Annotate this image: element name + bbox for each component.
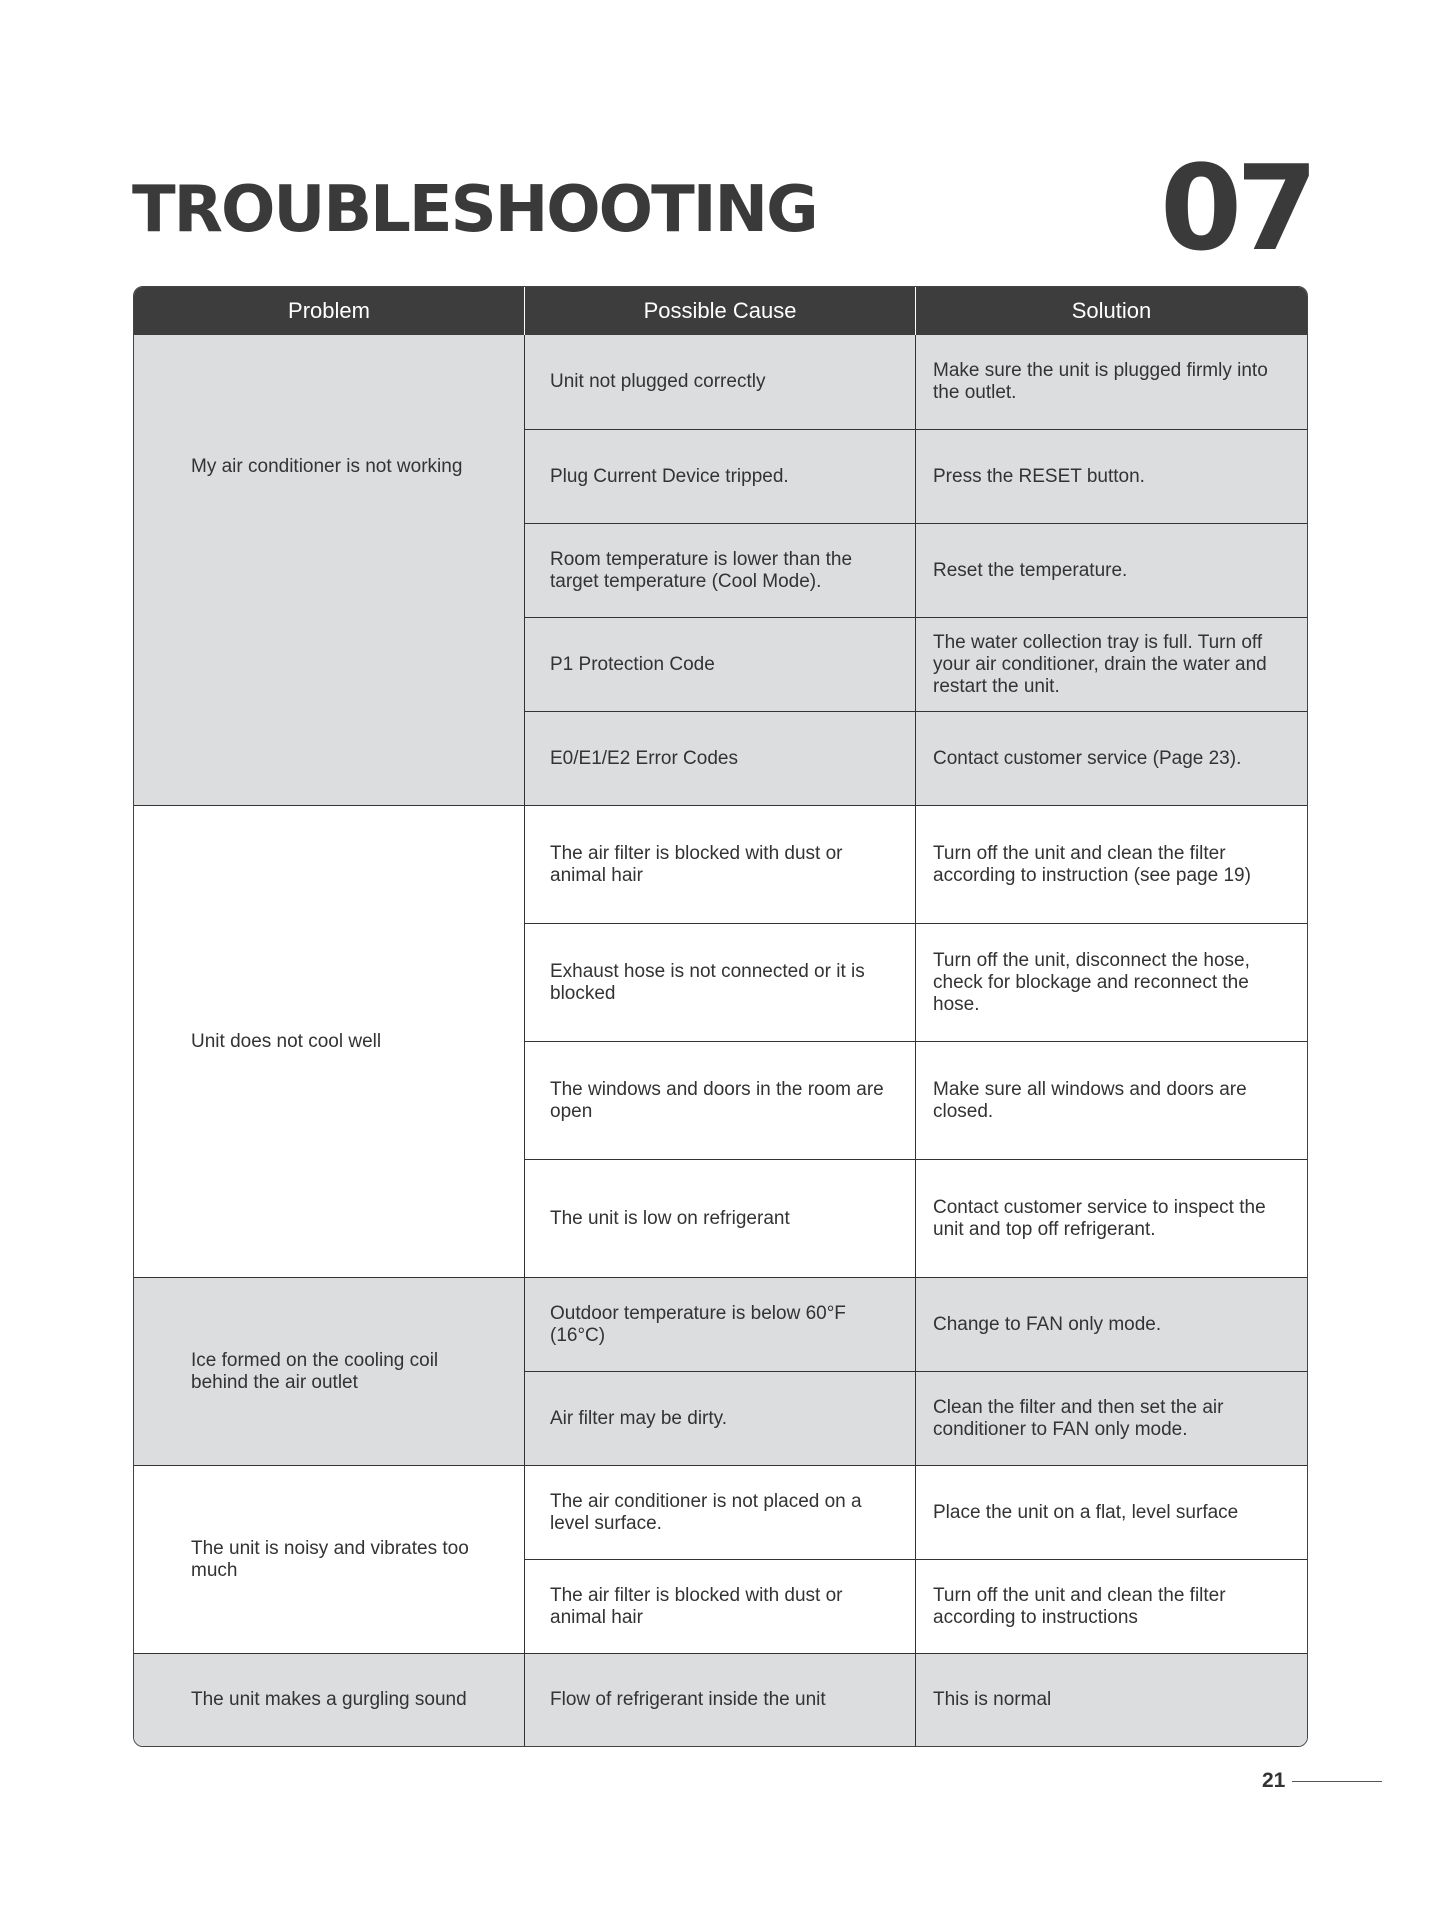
cause-cell: Outdoor temperature is below 60°F (16°C) <box>524 1277 915 1371</box>
table-header-row <box>134 287 1307 335</box>
table-row <box>134 1653 1307 1746</box>
solution-cell: Change to FAN only mode. <box>915 1277 1307 1371</box>
column-header-cause: Possible Cause <box>524 287 915 335</box>
problem-text: Ice formed on the cooling coil behind the air outlet <box>191 1349 439 1393</box>
troubleshooting-table <box>133 286 1308 1747</box>
problem-text: The unit is noisy and vibrates too much <box>191 1537 469 1581</box>
cause-cell: The air filter is blocked with dust or animal hair <box>524 1559 915 1653</box>
problem-cell <box>134 1653 524 1746</box>
cause-cell: Air filter may be dirty. <box>524 1371 915 1465</box>
table-row <box>134 1465 1307 1559</box>
problem-text: The unit makes a gurgling sound <box>191 1689 467 1710</box>
problem-cell <box>134 805 524 1277</box>
cause-cell: Room temperature is lower than the target temperature (Cool Mode). <box>524 523 915 617</box>
page-title: TROUBLESHOOTING <box>132 173 817 247</box>
solution-cell: Contact customer service (Page 23). <box>915 711 1307 805</box>
column-header-solution: Solution <box>915 287 1307 335</box>
cause-cell: Flow of refrigerant inside the unit <box>524 1653 915 1746</box>
chapter-number: 07 <box>1160 139 1313 277</box>
problem-cell <box>134 1277 524 1465</box>
problem-text: Unit does not cool well <box>191 1030 382 1052</box>
cause-cell: Unit not plugged correctly <box>524 335 915 429</box>
problem-cell <box>134 335 524 805</box>
problem-cell <box>134 1465 524 1653</box>
solution-cell: Contact customer service to inspect the unit and top off refrigerant. <box>915 1159 1307 1277</box>
cause-cell: P1 Protection Code <box>524 617 915 711</box>
solution-cell: The water collection tray is full. Turn off your air conditioner, drain the water and restart the unit. <box>915 617 1307 711</box>
cause-cell: Plug Current Device tripped. <box>524 429 915 523</box>
cause-cell: Exhaust hose is not connected or it is blocked <box>524 923 915 1041</box>
page-number: 21 <box>1262 1769 1286 1792</box>
page-number-rule <box>1292 1781 1382 1782</box>
solution-cell: Turn off the unit, disconnect the hose, check for blockage and reconnect the hose. <box>915 923 1307 1041</box>
cause-cell: The air filter is blocked with dust or animal hair <box>524 805 915 923</box>
solution-cell: Make sure the unit is plugged firmly into the outlet. <box>915 335 1307 429</box>
table-row <box>134 1277 1307 1371</box>
cause-cell: The windows and doors in the room are open <box>524 1041 915 1159</box>
solution-cell: Place the unit on a flat, level surface <box>915 1465 1307 1559</box>
solution-cell: Turn off the unit and clean the filter according to instruction (see page 19) <box>915 805 1307 923</box>
solution-cell: This is normal <box>915 1653 1307 1746</box>
problem-text: My air conditioner is not working <box>191 456 463 477</box>
column-header-problem: Problem <box>134 287 524 335</box>
solution-cell: Reset the temperature. <box>915 523 1307 617</box>
cause-cell: The air conditioner is not placed on a level surface. <box>524 1465 915 1559</box>
solution-cell: Turn off the unit and clean the filter according to instructions <box>915 1559 1307 1653</box>
solution-cell: Press the RESET button. <box>915 429 1307 523</box>
solution-cell: Clean the filter and then set the air conditioner to FAN only mode. <box>915 1371 1307 1465</box>
cause-cell: The unit is low on refrigerant <box>524 1159 915 1277</box>
table-row <box>134 805 1307 923</box>
table-row <box>134 335 1307 429</box>
solution-cell: Make sure all windows and doors are closed. <box>915 1041 1307 1159</box>
cause-cell: E0/E1/E2 Error Codes <box>524 711 915 805</box>
